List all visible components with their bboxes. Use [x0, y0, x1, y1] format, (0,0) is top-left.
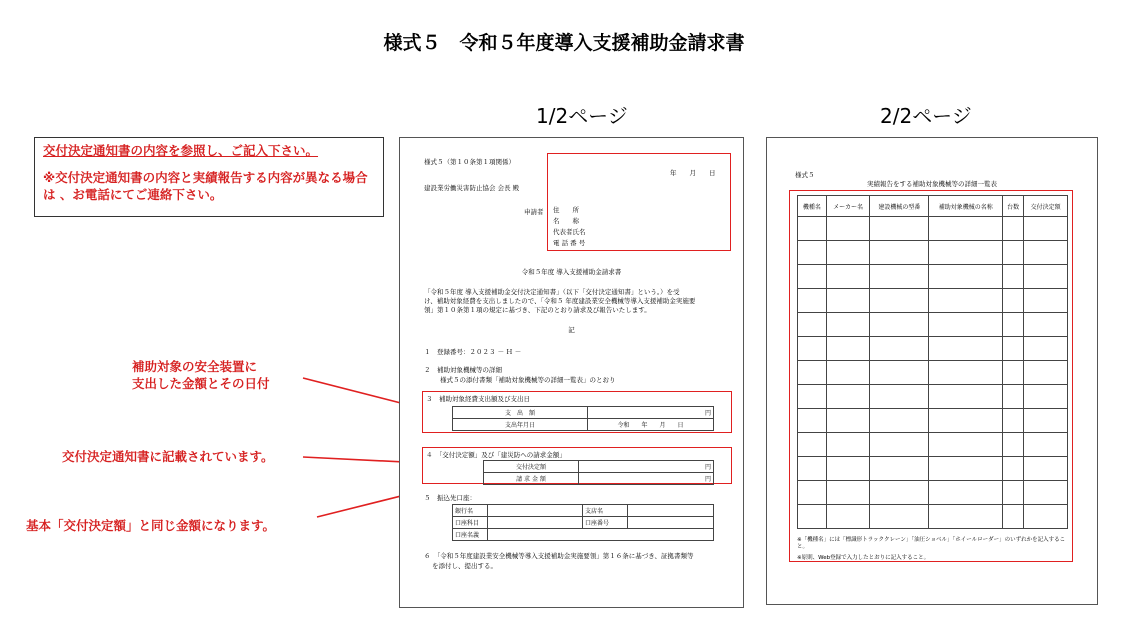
- form-number-2: 様式５: [795, 171, 815, 179]
- expense-table: [452, 406, 714, 431]
- table-cell[interactable]: [1003, 457, 1024, 481]
- table-cell[interactable]: [1003, 289, 1024, 313]
- table-cell[interactable]: [798, 409, 827, 433]
- applicant-label: 申請者: [524, 208, 544, 216]
- table-cell[interactable]: [826, 385, 870, 409]
- table-cell[interactable]: [798, 457, 827, 481]
- field-representative: 代表者氏名: [553, 228, 586, 236]
- table-row: [798, 289, 1068, 313]
- table-cell[interactable]: [798, 313, 827, 337]
- table-cell[interactable]: [798, 385, 827, 409]
- table-row: [798, 241, 1068, 265]
- table-row: [798, 481, 1068, 505]
- item-2: ２ 補助対象機械等の詳細: [424, 366, 502, 374]
- page-label-2: 2/2ページ: [880, 104, 972, 128]
- annotation-expense-line-1: 補助対象の安全装置に: [132, 359, 258, 374]
- annotation-decision: 交付決定通知書に記載されています。: [62, 449, 274, 464]
- body-line-2: け、補助対象経費を支出しましたので、「令和５ 年度建設業安全機械等導入支援補助金実施要: [424, 297, 696, 305]
- table-row: [798, 385, 1068, 409]
- table-cell[interactable]: [826, 361, 870, 385]
- table-cell[interactable]: [1024, 289, 1068, 313]
- table-cell[interactable]: [929, 241, 1003, 265]
- table-cell[interactable]: [798, 337, 827, 361]
- form-number: 様式５（第１０条第１項関係）: [424, 158, 515, 166]
- annotation-expense-line-2: 支出した金額とその日付: [132, 376, 270, 391]
- table-cell[interactable]: [870, 433, 929, 457]
- table-cell[interactable]: [870, 385, 929, 409]
- table-cell[interactable]: [929, 265, 1003, 289]
- table-cell[interactable]: [1024, 433, 1068, 457]
- table-cell[interactable]: [826, 313, 870, 337]
- instruction-line-1: 交付決定通知書の内容を参照し、ご記入下さい。: [43, 143, 319, 158]
- table-cell[interactable]: [826, 409, 870, 433]
- table-cell[interactable]: [1024, 361, 1068, 385]
- col-model: 機種名: [798, 196, 827, 217]
- col-maker: メーカー名: [826, 196, 870, 217]
- table-cell[interactable]: [1024, 409, 1068, 433]
- table-cell[interactable]: [929, 505, 1003, 529]
- table-cell[interactable]: [1024, 337, 1068, 361]
- table-cell[interactable]: [1003, 505, 1024, 529]
- table-cell[interactable]: [826, 289, 870, 313]
- document-page-2: [766, 137, 1098, 605]
- table-cell[interactable]: [1003, 217, 1024, 241]
- table-cell[interactable]: [870, 481, 929, 505]
- table-row: [798, 313, 1068, 337]
- table-cell[interactable]: [1024, 481, 1068, 505]
- table-cell[interactable]: [929, 217, 1003, 241]
- table-row: [798, 409, 1068, 433]
- table-cell[interactable]: [798, 433, 827, 457]
- account-holder-label: 口座名義: [453, 529, 488, 541]
- bank-table: [452, 504, 714, 541]
- table-cell[interactable]: [870, 217, 929, 241]
- table-cell[interactable]: [826, 433, 870, 457]
- field-name: 名 称: [553, 217, 579, 225]
- item-1: １ 登録番号：２０２３ － Ｈ －: [424, 348, 522, 356]
- expense-date: 令和 年 月 日: [588, 419, 714, 431]
- table-cell[interactable]: [798, 505, 827, 529]
- table-row: [798, 361, 1068, 385]
- table-cell[interactable]: [798, 241, 827, 265]
- account-type-label: 口座科目: [453, 517, 488, 529]
- table-cell[interactable]: [1024, 385, 1068, 409]
- table-cell[interactable]: [798, 217, 827, 241]
- decision-amount-label: 交付決定額: [484, 461, 579, 473]
- addressee: 建設業労働災害防止協会 会長 殿: [424, 184, 520, 192]
- table-cell[interactable]: [1003, 337, 1024, 361]
- table-cell[interactable]: [1024, 457, 1068, 481]
- ki-mark: 記: [568, 326, 575, 334]
- item-6-line-1: ６ 「令和５年度建設業安全機械等導入支援補助金実施要領」第１６条に基づき、証拠書類等: [424, 552, 694, 560]
- table-row: [798, 433, 1068, 457]
- table-row: [798, 217, 1068, 241]
- col-type: 建設機械の型番: [870, 196, 929, 217]
- table-cell[interactable]: [929, 385, 1003, 409]
- table-cell[interactable]: [826, 265, 870, 289]
- table-row: [798, 337, 1068, 361]
- bank-name-label: 銀行名: [453, 505, 488, 517]
- instruction-line-2: ※交付決定通知書の内容と実績報告する内容が異なる場合は 、お電話にてご連絡下さい。: [43, 170, 368, 202]
- doc-heading: 令和５年度 導入支援補助金請求書: [521, 268, 622, 276]
- table-cell[interactable]: [870, 505, 929, 529]
- table-row: [798, 265, 1068, 289]
- decision-amount-yen: 円: [579, 461, 714, 473]
- table-cell[interactable]: [1024, 505, 1068, 529]
- table-cell[interactable]: [798, 289, 827, 313]
- account-number-label: 口座番号: [583, 517, 628, 529]
- expense-date-label: 支出年月日: [453, 419, 588, 431]
- table-cell[interactable]: [826, 217, 870, 241]
- field-address: 住 所: [553, 206, 579, 214]
- body-line-1: 「令和５年度 導入支援補助金交付決定通知書」（以下「交付決定通知書」という。）を受: [424, 288, 680, 296]
- table-cell[interactable]: [929, 289, 1003, 313]
- col-amount: 交付決定額: [1024, 196, 1068, 217]
- table-cell[interactable]: [1024, 313, 1068, 337]
- page-label-1: 1/2ページ: [536, 104, 628, 128]
- table-cell[interactable]: [1024, 265, 1068, 289]
- table-cell[interactable]: [826, 457, 870, 481]
- equipment-table-body: [798, 217, 1068, 529]
- body-line-3: 領」第１０条第１項の規定に基づき、下記のとおり請求及び報告いたします。: [424, 306, 651, 314]
- item-4: ４ 「交付決定額」及び「建災防への請求金額」: [426, 451, 566, 459]
- table-cell[interactable]: [929, 433, 1003, 457]
- table-cell[interactable]: [1024, 241, 1068, 265]
- col-count: 台数: [1003, 196, 1024, 217]
- table-cell[interactable]: [798, 361, 827, 385]
- table-cell[interactable]: [826, 481, 870, 505]
- amount-table: [483, 460, 714, 485]
- table-cell[interactable]: [929, 457, 1003, 481]
- equipment-table: [797, 195, 1068, 529]
- expense-yen: 円: [588, 407, 714, 419]
- table-cell[interactable]: [870, 457, 929, 481]
- list-heading: 実績報告をする補助対象機械等の詳細一覧表: [867, 180, 997, 188]
- table-cell[interactable]: [870, 361, 929, 385]
- table-cell[interactable]: [929, 409, 1003, 433]
- table-cell[interactable]: [1003, 361, 1024, 385]
- table-cell[interactable]: [1003, 409, 1024, 433]
- table-cell[interactable]: [1003, 313, 1024, 337]
- claim-amount-yen: 円: [579, 473, 714, 485]
- table-cell[interactable]: [1024, 217, 1068, 241]
- table-cell[interactable]: [1003, 433, 1024, 457]
- table-cell[interactable]: [929, 337, 1003, 361]
- table-row: [798, 457, 1068, 481]
- branch-label: 支店名: [583, 505, 628, 517]
- table-cell[interactable]: [929, 361, 1003, 385]
- table-row: [798, 505, 1068, 529]
- col-name: 補助対象機械の名称: [929, 196, 1003, 217]
- table-cell[interactable]: [870, 265, 929, 289]
- table-cell[interactable]: [1003, 385, 1024, 409]
- field-phone: 電 話 番 号: [553, 239, 586, 247]
- table-cell[interactable]: [826, 241, 870, 265]
- table-cell[interactable]: [870, 241, 929, 265]
- item-2-sub: 様式５の添付書類「補助対象機械等の詳細一覧表」のとおり: [440, 376, 616, 384]
- table-cell[interactable]: [870, 289, 929, 313]
- item-3: ３ 補助対象経費支出額及び支出日: [426, 395, 530, 403]
- table-cell[interactable]: [798, 265, 827, 289]
- annotation-amount: 基本「交付決定額」と同じ金額になります。: [26, 518, 276, 533]
- page-title: 様式５ 令和５年度導入支援補助金請求書: [383, 32, 745, 54]
- date-field: 年 月 日: [670, 169, 716, 177]
- equipment-table-header: [798, 196, 1068, 217]
- table-cell[interactable]: [870, 313, 929, 337]
- table-cell[interactable]: [798, 481, 827, 505]
- list-footnote-2: ※原則、Web登録で入力したとおりに記入すること。: [797, 555, 930, 561]
- table-cell[interactable]: [1003, 265, 1024, 289]
- expense-label: 支 出 額: [453, 407, 588, 419]
- document-page-1: [399, 137, 744, 608]
- table-cell[interactable]: [826, 337, 870, 361]
- table-cell[interactable]: [1003, 481, 1024, 505]
- item-6-line-2: を添付し、提出する。: [432, 562, 497, 570]
- table-cell[interactable]: [826, 505, 870, 529]
- table-cell[interactable]: [929, 313, 1003, 337]
- table-cell[interactable]: [870, 337, 929, 361]
- claim-amount-label: 請 求 金 額: [484, 473, 579, 485]
- table-cell[interactable]: [929, 481, 1003, 505]
- list-footnote-1: ※「機種名」には「標識形トラッククレーン」「油圧ショベル」「ホイールローダー」のいずれかを記入すること。: [797, 537, 1066, 550]
- table-cell[interactable]: [1003, 241, 1024, 265]
- table-cell[interactable]: [870, 409, 929, 433]
- item-5: ５ 振込先口座：: [424, 494, 476, 502]
